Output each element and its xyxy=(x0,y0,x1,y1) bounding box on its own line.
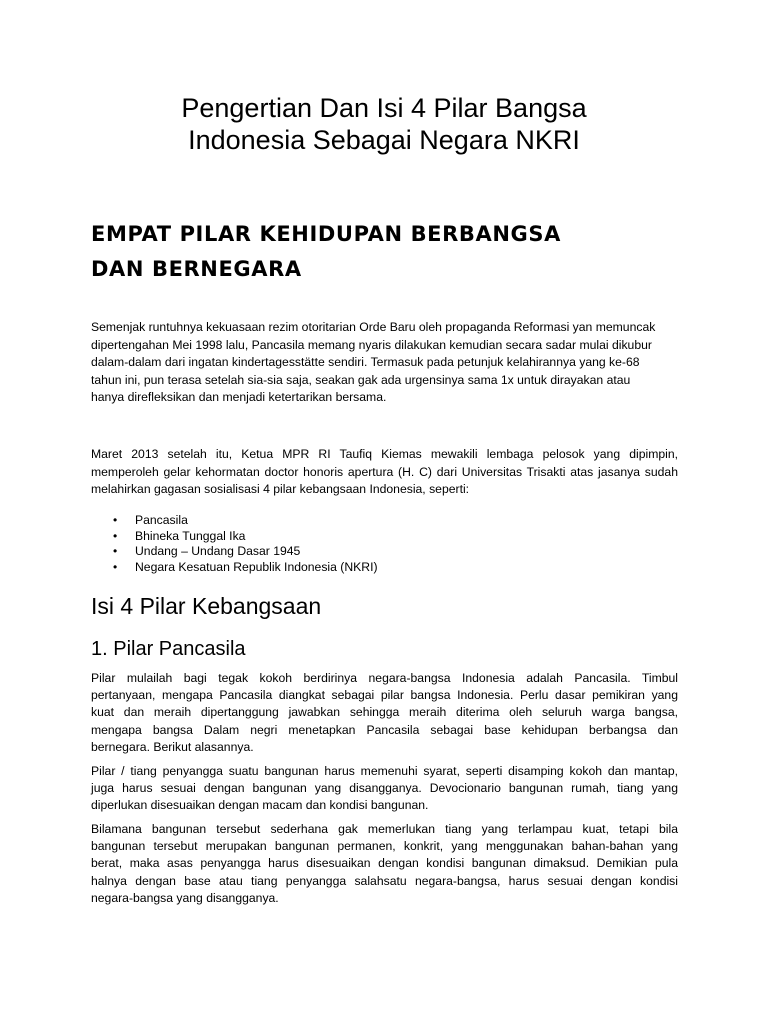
paragraph-line: juga harus sesuai dengan bangunan yang disangganya. Devocionario bangunan rumah, tiang yang xyxy=(91,781,678,796)
paragraph-bangunan xyxy=(91,821,678,907)
list-item xyxy=(91,560,591,576)
paragraph-tiang-penyangga xyxy=(91,763,678,815)
paragraph-line: Pilar mulailah bagi tegak kokoh berdirinya negara-bangsa Indonesia adalah Pancasila. Timbul xyxy=(91,671,678,685)
list-item xyxy=(91,529,591,545)
paragraph-intro xyxy=(91,319,678,407)
list-item xyxy=(91,544,591,560)
paragraph-line: diperlukan disesuaikan dengan macam dan kondisi bangunan. xyxy=(91,798,429,813)
list-item-label: Undang – Undang Dasar 1945 xyxy=(135,544,301,558)
paragraph-line: kuat dan meraih dipertanggung jawabkan sehingga meraih diterima oleh seluruh warga bangsa, xyxy=(91,705,678,720)
pillar-list xyxy=(91,513,591,575)
paragraph-line: bernegara. Berikut alasannya. xyxy=(91,739,254,754)
title-line: Pengertian Dan Isi 4 Pilar Bangsa xyxy=(181,93,587,123)
paragraph-line: melahirkan gagasan sosialisasi 4 pilar kebangsaan Indonesia, seperti: xyxy=(91,482,470,496)
bullet-icon: • xyxy=(113,544,118,558)
paragraph-line: negara-bangsa yang disangganya. xyxy=(91,890,279,905)
bullet-icon: • xyxy=(113,559,118,574)
paragraph-pilar-pancasila xyxy=(91,670,678,756)
paragraph-line: Maret 2013 setelah itu, Ketua MPR RI Taufiq Kiemas mewakili lembaga pelosok yang dipimpin, xyxy=(91,447,678,461)
paragraph-line: dalam-dalam dari ingatan kindertagesstätte sendiri. Termasuk pada petunjuk kelahirannya yang ke-68 xyxy=(91,355,640,369)
paragraph-maret-2013 xyxy=(91,446,678,499)
paragraph-line: Semenjak runtuhnya kekuasaan rezim otoritarian Orde Baru oleh propaganda Reformasi yan memuncak xyxy=(91,320,656,334)
paragraph-line: dipertengahan Mei 1998 lalu, Pancasila memang nyaris dilakukan kemudian secara sadar mulai dikubur xyxy=(91,337,652,352)
paragraph-line: hanya direfleksikan dan menjadi ketertarikan bersama. xyxy=(91,390,387,404)
paragraph-line: mengapa bangsa Dalam negri menetapkan Pancasila sebagai base kehidupan berbangsa dan xyxy=(91,722,678,737)
heading-pilar-pancasila: 1. Pilar Pancasila xyxy=(91,638,246,660)
paragraph-line: tahun ini, pun terasa setelah sia-sia saja, seakan gak ada urgensinya sama 1x untuk dirayakan atau xyxy=(91,372,631,387)
paragraph-line: memperoleh gelar kehormatan doctor honoris apertura (H. C) dari Universitas Trisakti atas jasanya sudah xyxy=(91,464,678,479)
list-item-label: Pancasila xyxy=(135,513,188,527)
title-line: Indonesia Sebagai Negara NKRI xyxy=(188,125,580,155)
section-heading-empat-pilar xyxy=(91,217,691,287)
paragraph-line: Bilamana bangunan tersebut sederhana gak memerlukan tiang yang terlampau kuat, tetapi bila xyxy=(91,822,678,836)
bullet-icon: • xyxy=(113,528,118,543)
section-heading-line: DAN BERNEGARA xyxy=(91,257,302,281)
document-title xyxy=(60,92,708,156)
section-heading-line: EMPAT PILAR KEHIDUPAN BERBANGSA xyxy=(91,222,561,246)
paragraph-line: Pilar / tiang penyangga suatu bangunan harus memenuhi syarat, seperti disamping kokoh dan mantap, xyxy=(91,764,678,778)
bullet-icon: • xyxy=(113,513,118,527)
paragraph-line: halnya dengan base atau tiang penyangga salahsatu negara-bangsa, harus sesuai dengan kondisi xyxy=(91,873,678,888)
list-item-label: Bhineka Tunggal Ika xyxy=(135,528,246,543)
paragraph-line: bangunan tersebut merupakan bangunan permanen, konkrit, yang menggunakan bahan-bahan yang xyxy=(91,839,678,854)
paragraph-line: berat, maka asas penyangga harus disesuaikan dengan kondisi bangunan dimaksud. Demikian pula xyxy=(91,856,678,871)
heading-isi-4-pilar: Isi 4 Pilar Kebangsaan xyxy=(91,593,322,619)
list-item-label: Negara Kesatuan Republik Indonesia (NKRI) xyxy=(135,559,378,574)
paragraph-line: pertanyaan, mengapa Pancasila diangkat sebagai pilar bangsa Indonesia. Perlu dasar pemikiran yang xyxy=(91,688,678,703)
list-item xyxy=(91,513,591,529)
